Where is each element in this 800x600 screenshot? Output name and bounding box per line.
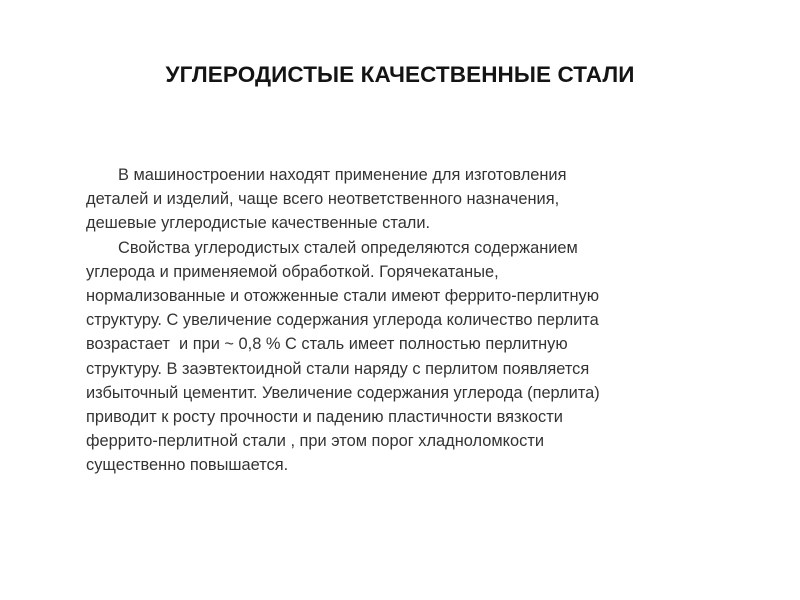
paragraph-2-line: Свойства углеродистых сталей определяются содержанием — [118, 238, 578, 257]
paragraph-2-line: структуру. С увеличение содержания углерода количество перлита — [86, 311, 599, 330]
paragraph-2-line: существенно повышается. — [86, 456, 289, 475]
paragraph-2-line: возрастает и при ~ 0,8 % С сталь имеет полностью перлитную — [86, 335, 568, 354]
slide-title: УГЛЕРОДИСТЫЕ КАЧЕСТВЕННЫЕ СТАЛИ — [165, 62, 635, 87]
paragraph-2-line: феррито-перлитной стали , при этом порог хладноломкости — [86, 432, 544, 451]
paragraph-2-line: структуру. В заэвтектоидной стали наряду с перлитом появляется — [86, 359, 590, 378]
paragraph-2-line: углерода и применяемой обработкой. Горячекатаные, — [86, 262, 499, 281]
paragraph-1-line: дешевые углеродистые качественные стали. — [86, 214, 431, 233]
paragraph-2-line: нормализованные и отожженные стали имеют феррито-перлитную — [86, 287, 599, 306]
paragraph-1-line: В машиностроении находят применение для изготовления — [118, 166, 567, 184]
paragraph-2-line: избыточный цементит. Увеличение содержания углерода (перлита) — [86, 383, 600, 402]
slide-body — [86, 163, 726, 478]
paragraph-2-line: приводит к росту прочности и падению пластичности вязкости — [86, 408, 563, 427]
paragraph-1-line: деталей и изделий, чаще всего неответственного назначения, — [86, 190, 560, 209]
